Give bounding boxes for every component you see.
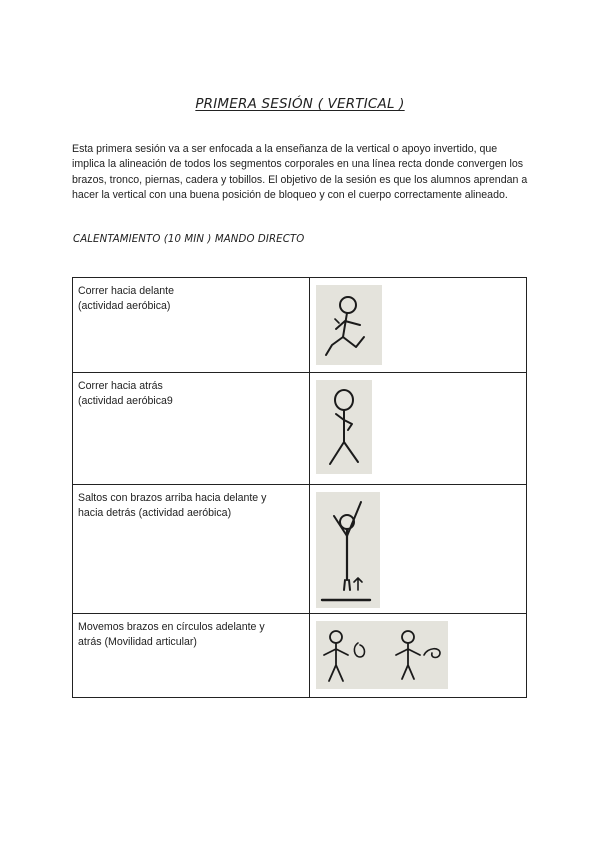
activity-drawing-cell — [310, 485, 527, 614]
table-row — [73, 278, 527, 373]
page-title: PRIMERA SESIÓN ( VERTICAL ) — [195, 96, 405, 112]
activity-name: Correr hacia atrás — [78, 380, 163, 392]
activities-table — [72, 277, 527, 698]
activity-type: (actividad aeróbica) — [78, 299, 171, 312]
running-backward-drawing — [316, 380, 372, 474]
activity-name: Saltos con brazos arriba hacia delante y — [78, 492, 267, 504]
activity-description — [73, 614, 310, 698]
table-row — [73, 373, 527, 485]
activity-description — [73, 485, 310, 614]
warmup-heading: CALENTAMIENTO (10 MIN ) MANDO DIRECTO — [73, 234, 305, 245]
table-row — [73, 614, 527, 698]
activity-drawing-cell — [310, 614, 527, 698]
activity-description — [73, 278, 310, 373]
activity-type: (actividad aeróbica9 — [78, 394, 173, 407]
table-row — [73, 485, 527, 614]
jumping-drawing — [316, 492, 380, 608]
activity-name: Correr hacia delante — [78, 285, 174, 297]
activity-name: Movemos brazos en círculos adelante y — [78, 621, 265, 633]
running-forward-drawing — [316, 285, 382, 365]
arm-circles-drawing — [316, 621, 448, 689]
activity-type: atrás (Movilidad articular) — [78, 635, 197, 648]
intro-paragraph: Esta primera sesión va a ser enfocada a la enseñanza de la vertical o apoyo invertido, que implica la alineación de todos los segmentos corporales en una línea recta donde convergen los brazos, tronco, piernas, cadera y tobillos. El objetivo de la sesión es que los alumnos aprendan a hacer la vertical con una buena posición de bloqueo y con el cuerpo correctamente alineado. — [72, 143, 528, 202]
activity-description — [73, 373, 310, 485]
activity-type: hacia detrás (actividad aeróbica) — [78, 506, 232, 519]
activity-drawing-cell — [310, 278, 527, 373]
activity-drawing-cell — [310, 373, 527, 485]
